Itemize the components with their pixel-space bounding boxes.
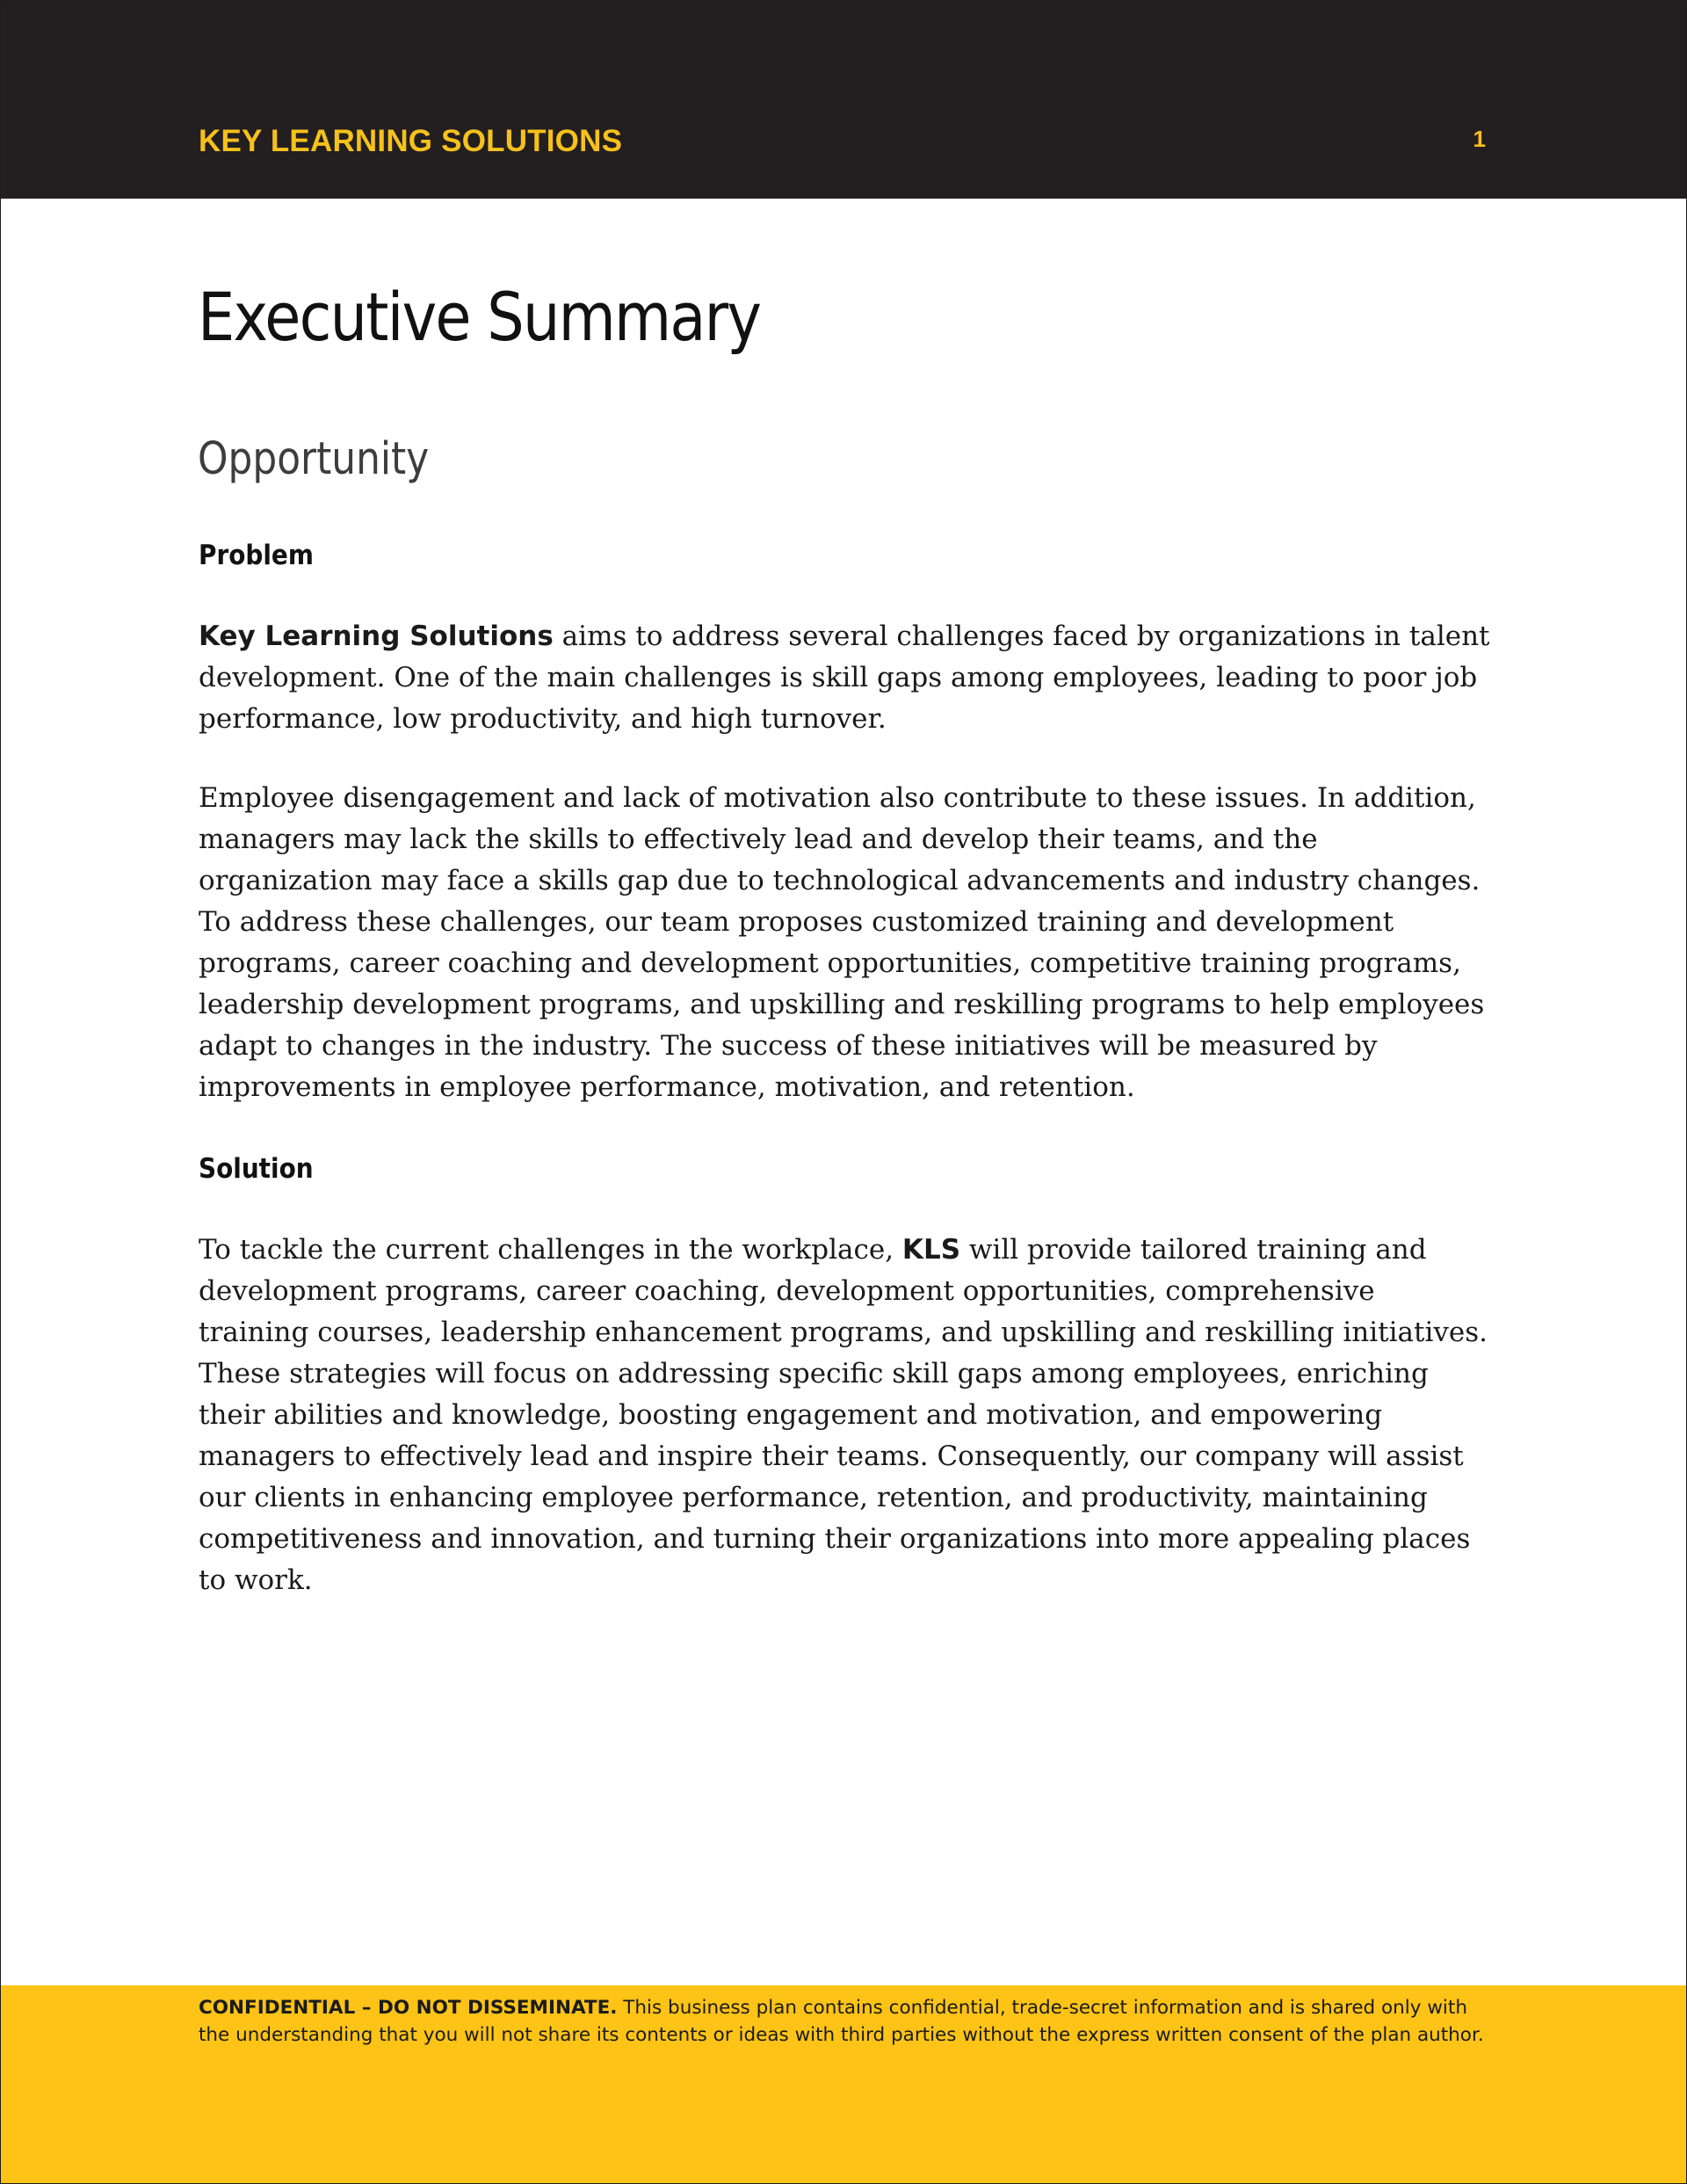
problem-paragraph-2: Employee disengagement and lack of motivation also contribute to these issues. In addition, managers may lack the skills to effectively lead and develop their teams, and the organization may face a skills gap due to technological advancements and industry changes. To address these challenges, our team proposes customized training and development programs, career coaching and development opportunities, competitive training programs, leadership development programs, and upskilling and reskilling programs to help employees adapt to changes in the industry. The success of these initiatives will be measured by improvements in employee performance, motivation, and retention.	[199, 782, 1485, 1103]
problem-paragraph-1-text: aims to address several challenges faced by organizations in talent development. One of the main challenges is skill gaps among employees, leading to poor job performance, low productivity, and high turnover.	[199, 620, 1490, 735]
solution-paragraph-text: will provide tailored training and development programs, career coaching, development opportunities, comprehensive training courses, leadership enhancement programs, and upskilling and reskilling initiatives. These strategies will focus on addressing specific skill gaps among employees, enriching their abilities and knowledge, boosting engagement and motivation, and empowering managers to effectively lead and inspire their teams. Consequently, our company will assist our clients in enhancing employee performance, retention, and productivity, maintaining competitiveness and innovation, and turning their organizations into more appealing places to work.	[199, 1234, 1488, 1596]
problem-paragraph-1	[199, 616, 1490, 740]
company-brand: KEY LEARNING SOLUTIONS	[199, 124, 623, 158]
solution-label: Solution	[199, 1153, 314, 1185]
confidentiality-notice	[199, 1994, 1499, 2049]
section-heading: Opportunity	[198, 433, 430, 485]
company-name-bold: Key Learning Solutions	[199, 620, 554, 652]
solution-paragraph	[199, 1230, 1490, 1601]
solution-paragraph-intro: To tackle the current challenges in the workplace,	[199, 1234, 902, 1266]
confidentiality-notice-bold: CONFIDENTIAL – DO NOT DISSEMINATE.	[199, 1997, 618, 2019]
problem-label: Problem	[199, 540, 314, 571]
kls-bold: KLS	[901, 1234, 961, 1266]
page-title: Executive Summary	[198, 278, 761, 356]
confidentiality-notice-text: This business plan contains confidential, trade-secret information and is shared only with the understanding that you will not share its contents or ideas with third parties without the express written consent of the plan author.	[199, 1997, 1484, 2046]
page-header	[1, 1, 1686, 199]
page-number: 1	[1473, 126, 1486, 152]
